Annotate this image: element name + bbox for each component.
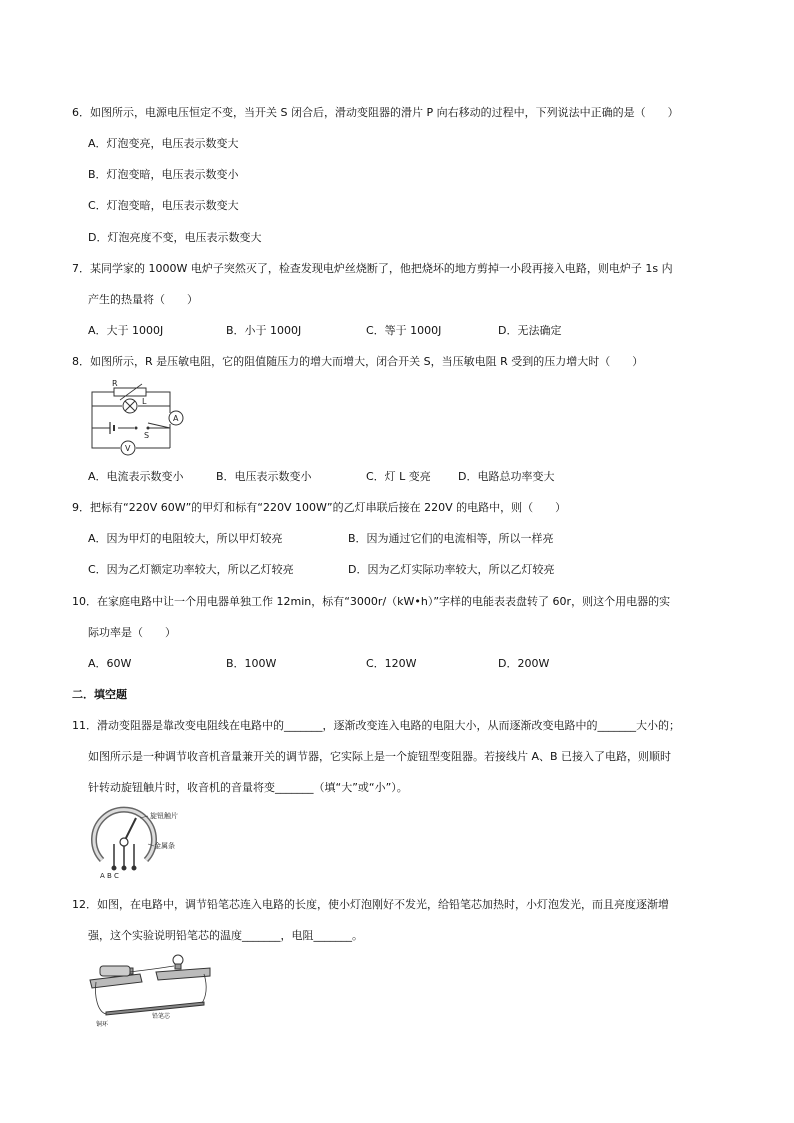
q7-stem-line1: 7．某同学家的 1000W 电炉子突然灭了，检查发现电炉丝烧断了，他把烧坏的地方剪掉一小段再接入电路，则电炉子 1s 内 — [72, 262, 673, 275]
q7-option-a: A．大于 1000J — [88, 324, 164, 337]
q9-option-a: A．因为甲灯的电阻较大，所以甲灯较亮 — [88, 532, 283, 545]
q10-stem-line1: 10．在家庭电路中让一个用电器单独工作 12min，标有“3000r/（kW•h）”字样的电能表表盘转了 60r，则这个用电器的实 — [72, 595, 671, 608]
q12-line2: 强，这个实验说明铅笔芯的温度_______，电阻_______。 — [88, 929, 363, 942]
q8-option-b: B．电压表示数变小 — [216, 470, 312, 483]
q7-option-c: C．等于 1000J — [366, 324, 442, 337]
label-v: V — [125, 444, 131, 453]
q10-option-c: C．120W — [366, 657, 417, 670]
q8-option-a: A．电流表示数变小 — [88, 470, 184, 483]
q7-stem-line2: 产生的热量将（ ） — [88, 293, 198, 306]
q6-stem: 6．如图所示，电源电压恒定不变，当开关 S 闭合后，滑动变阻器的滑片 P 向右移动的过程中，下列说法中正确的是（ ） — [72, 106, 679, 119]
label-s: S — [144, 431, 150, 440]
q9-option-b: B．因为通过它们的电流相等，所以一样亮 — [348, 532, 554, 545]
q6-option-d: D．灯泡亮度不变，电压表示数变大 — [88, 231, 262, 244]
q8-option-d: D．电路总功率变大 — [458, 470, 555, 483]
label-copper-ring: 铜环 — [96, 1021, 109, 1028]
q11-line1: 11．滑动变阻器是靠改变电阻线在电路中的_______，逐渐改变连入电路的电阻大小，从而逐渐改变电路中的_______大小的； — [72, 719, 680, 732]
label-l: L — [142, 397, 147, 406]
q12-pencil-lead-figure — [86, 952, 216, 1028]
q6-option-c: C．灯泡变暗，电压表示数变大 — [88, 199, 239, 212]
q10-stem-line2: 际功率是（ ） — [88, 626, 176, 639]
q6-option-a: A．灯泡变亮，电压表示数变大 — [88, 137, 239, 150]
q11-line3: 针转动旋钮触片时，收音机的音量将变_______（填“大”或“小”）。 — [88, 781, 408, 794]
label-r: R — [112, 379, 118, 388]
q9-stem: 9．把标有“220V 60W”的甲灯和标有“220V 100W”的乙灯串联后接在 220V 的电路中，则（ ） — [72, 501, 567, 514]
section-title-fill-in: 二．填空题 — [72, 688, 127, 701]
q7-option-b: B．小于 1000J — [226, 324, 302, 337]
label-knob-contact: 旋钮触片 — [150, 812, 178, 820]
q9-option-d: D．因为乙灯实际功率较大，所以乙灯较亮 — [348, 563, 555, 576]
q10-option-a: A．60W — [88, 657, 132, 670]
q8-circuit-diagram — [86, 376, 191, 456]
q11-line2: 如图所示是一种调节收音机音量兼开关的调节器，它实际上是一个旋钮型变阻器。若接线片 A、B 已接入了电路，则顺时 — [88, 750, 672, 763]
label-a: A — [173, 414, 179, 423]
q11-knob-figure — [88, 808, 188, 880]
q10-option-d: D．200W — [498, 657, 550, 670]
q9-option-c: C．因为乙灯额定功率较大，所以乙灯较亮 — [88, 563, 294, 576]
q12-line1: 12．如图，在电路中，调节铅笔芯连入电路的长度，使小灯泡刚好不发光，给铅笔芯加热时，小灯泡发光，而且亮度逐渐增 — [72, 898, 669, 911]
q6-option-b: B．灯泡变暗，电压表示数变小 — [88, 168, 239, 181]
label-metal-strip: 金属条 — [154, 842, 175, 850]
label-abc: A B C — [100, 872, 119, 880]
resistor-r — [114, 388, 146, 396]
q8-option-c: C．灯 L 变亮 — [366, 470, 431, 483]
q10-option-b: B．100W — [226, 657, 277, 670]
label-pencil-lead: 铅笔芯 — [152, 1013, 171, 1020]
q8-stem: 8．如图所示，R 是压敏电阻，它的阻值随压力的增大而增大，闭合开关 S，当压敏电阻 R 受到的压力增大时（ ） — [72, 355, 644, 368]
q7-option-d: D．无法确定 — [498, 324, 562, 337]
